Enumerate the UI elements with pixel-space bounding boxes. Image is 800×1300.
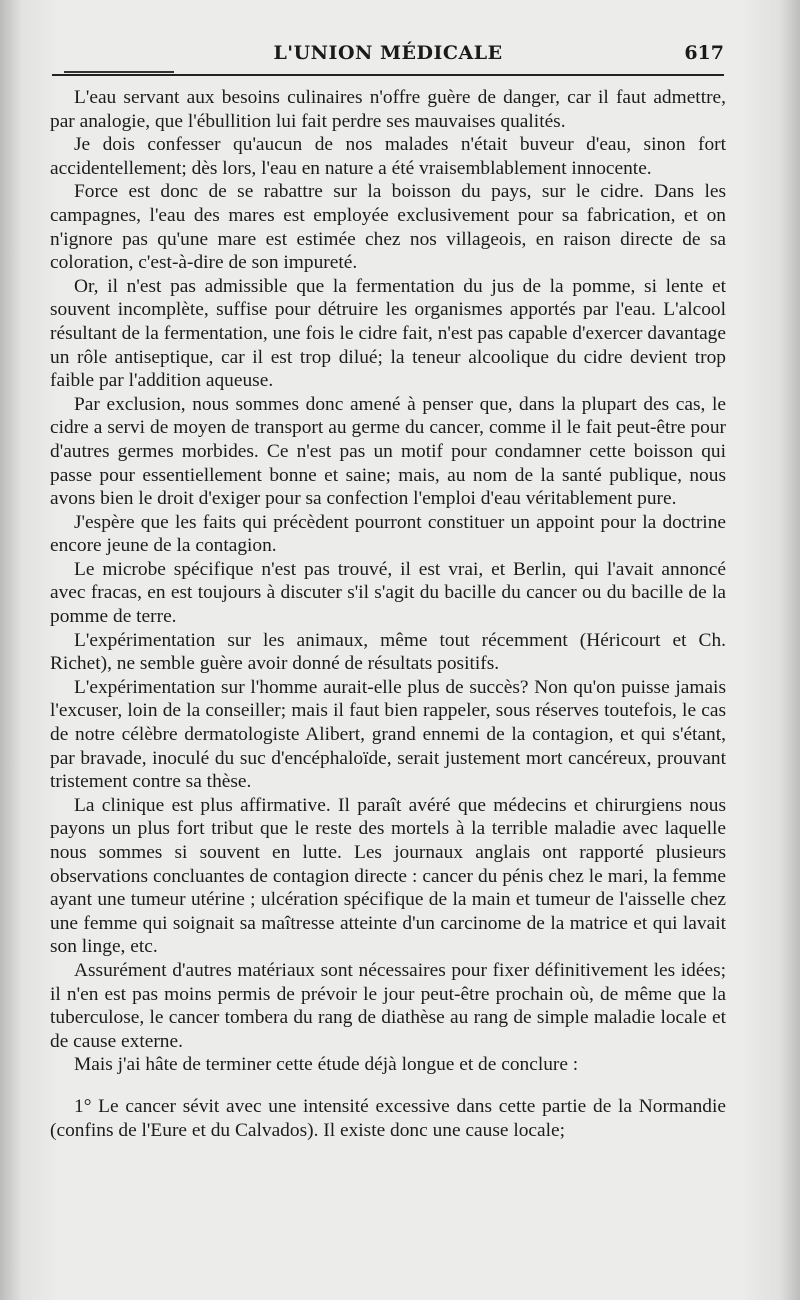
conclusion-item: 1° Le cancer sévit avec une intensité excessive dans cette partie de la Normandie (confins de l'Eure et du Calvados). Il existe donc une cause locale; [50, 1095, 726, 1141]
paragraph: Or, il n'est pas admissible que la fermentation du jus de la pomme, si lente et souvent incomplète, suffise pour détruire les organismes apportés par l'eau. L'alcool résultant de la fermentation, une fois le cidre fait, n'est pas capable d'exercer davantage un rôle antiseptique, car il est trop dilué; la teneur alcoolique du cidre devient trop faible par l'addition aqueuse. [50, 275, 726, 392]
paragraph: Mais j'ai hâte de terminer cette étude déjà longue et de conclure : [74, 1054, 579, 1076]
paragraph: Par exclusion, nous sommes donc amené à penser que, dans la plupart des cas, le cidre a servi de moyen de transport au germe du cancer, comme il le fait peut-être pour d'autres germes morbides. Ce n'est pas un motif pour condamner cette boisson qui passe pour essentiellement bonne et saine; mais, au nom de la santé publique, nous avons bien le droit d'exiger pour sa confection l'emploi d'eau véritablement pure. [50, 393, 726, 510]
page-header [52, 38, 724, 68]
paragraph: Le microbe spécifique n'est pas trouvé, il est vrai, et Berlin, qui l'avait annoncé avec fracas, en est toujours à discuter s'il s'agit du bacille du cancer ou du bacille de la pomme de terre. [50, 558, 726, 628]
paragraph: Assurément d'autres matériaux sont nécessaires pour fixer définitivement les idées; il n'en est pas moins permis de prévoir le jour peut-être prochain où, de même que la tuberculose, le cancer tombera du rang de diathèse au rang de simple maladie locale et de cause externe. [50, 959, 726, 1052]
paragraph: Je dois confesser qu'aucun de nos malades n'était buveur d'eau, sinon fort accidentellement; dès lors, l'eau en nature a été vraisemblablement innocente. [50, 134, 726, 179]
paragraph: La clinique est plus affirmative. Il paraît avéré que médecins et chirurgiens nous payons un plus fort tribut que le reste des mortels à la terrible maladie avec laquelle nous sommes si souvent en lutte. Les journaux anglais ont rapporté plusieurs observations concluantes de contagion directe : cancer du pénis chez le mari, la femme ayant une tumeur utérine ; ulcération spécifique de la main et tumeur de l'aisselle chez une femme qui soignait sa maîtresse atteinte d'un carcinome de la matrice et qui lavait son linge, etc. [50, 794, 726, 958]
paragraph: L'expérimentation sur les animaux, même tout récemment (Héricourt et Ch. Richet), ne semble guère avoir donné de résultats positifs. [50, 629, 726, 675]
paragraph: L'eau servant aux besoins culinaires n'offre guère de danger, car il faut admettre, par analogie, que l'ébullition lui fait perdre ses mauvaises qualités. [50, 87, 726, 132]
paragraph: J'espère que les faits qui précèdent pourront constituer un appoint pour la doctrine encore jeune de la contagion. [50, 511, 726, 557]
running-title: L'UNION MÉDICALE [273, 42, 503, 64]
paragraph: L'expérimentation sur l'homme aurait-elle plus de succès? Non qu'on puisse jamais l'excuser, loin de la conseiller; mais il faut bien rappeler, sous réserves toutefois, le cas de notre célèbre dermatologiste Alibert, grand ennemi de la contagion, et qui s'étant, par bravade, inoculé du suc d'encéphaloïde, serait justement mort cancéreux, prouvant tristement contre sa thèse. [50, 676, 726, 793]
paragraph: Force est donc de se rabattre sur la boisson du pays, sur le cidre. Dans les campagnes, l'eau des mares est employée exclusivement pour sa fabrication, et on n'ignore pas qu'une mare est estimée chez nos villageois, en raison directe de sa coloration, c'est-à-dire de son impureté. [50, 181, 726, 274]
header-rule-accent [64, 71, 174, 73]
page-number: 617 [684, 42, 724, 64]
body-text [50, 86, 726, 1142]
header-rule [52, 74, 724, 76]
